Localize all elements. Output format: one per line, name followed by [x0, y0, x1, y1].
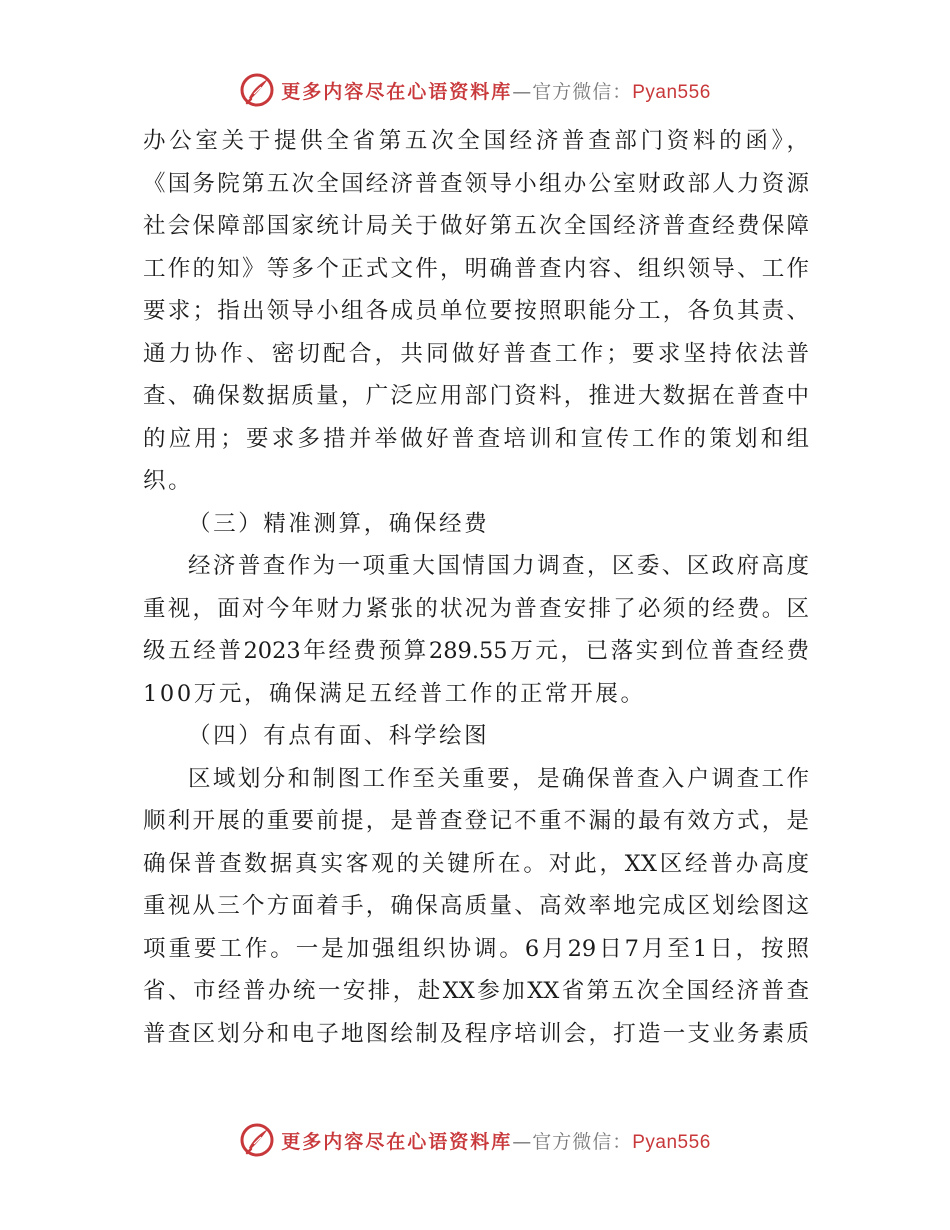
- document-body: [143, 120, 809, 1055]
- body-line: 顺利开展的重要前提，是普查登记不重不漏的最有效方式，是: [143, 808, 809, 834]
- feather-pen-logo-icon: [239, 1122, 275, 1158]
- body-line: 普查区划分和电子地图绘制及程序培训会，打造一支业务素质: [143, 1020, 809, 1047]
- banner-wechat-id: Pyan556: [632, 81, 711, 103]
- banner-brand: 更多内容尽在心语资料库: [281, 1130, 513, 1153]
- body-line: 办公室关于提供全省第五次全国经济普查部门资料的函》，: [143, 128, 809, 154]
- body-line: 项重要工作。一是加强组织协调。6月29日7月至1日，按照: [143, 935, 809, 962]
- section-heading-3: （三）精准测算，确保经费: [188, 510, 490, 537]
- paragraph-first-line: 经济普查作为一项重大国情国力调查，区委、区政府高度: [188, 553, 809, 579]
- banner-text: [281, 1127, 711, 1154]
- body-line: 工作的知》等多个正式文件，明确普查内容、组织领导、工作: [143, 255, 809, 282]
- body-line: 《国务院第五次全国经济普查领导小组办公室财政部人力资源: [143, 170, 809, 197]
- body-line: 100万元，确保满足五经普工作的正常开展。: [143, 680, 646, 707]
- banner-wechat-label: 官方微信：: [532, 1130, 633, 1153]
- body-line: 织。: [143, 468, 194, 494]
- body-line: 通力协作、密切配合，共同做好普查工作；要求坚持依法普: [143, 340, 809, 367]
- body-line: 级五经普2023年经费预算289.55万元，已落实到位普查经费: [143, 638, 809, 664]
- body-line: 重视，面对今年财力紧张的状况为普查安排了必须的经费。区: [143, 595, 809, 622]
- body-line: 省、市经普办统一安排，赴XX参加XX省第五次全国经济普查: [143, 978, 809, 1004]
- banner-separator: —: [512, 80, 533, 103]
- paragraph-first-line: 区域划分和制图工作至关重要，是确保普查入户调查工作: [188, 765, 809, 792]
- footer-watermark-banner: [0, 1120, 950, 1160]
- body-line: 社会保障部国家统计局关于做好第五次全国经济普查经费保障: [143, 213, 809, 239]
- body-line: 确保普查数据真实客观的关键所在。对此，XX区经普办高度: [143, 850, 809, 877]
- banner-wechat-label: 官方微信：: [532, 80, 633, 103]
- banner-text: [281, 77, 711, 104]
- body-line: 要求；指出领导小组各成员单位要按照职能分工，各负其责、: [143, 298, 809, 324]
- banner-wechat-id: Pyan556: [632, 1131, 711, 1153]
- banner-brand: 更多内容尽在心语资料库: [281, 80, 513, 103]
- section-heading-4: （四）有点有面、科学绘图: [188, 723, 490, 749]
- body-line: 查、确保数据质量，广泛应用部门资料，推进大数据在普查中: [143, 383, 809, 409]
- body-line: 重视从三个方面着手，确保高质量、高效率地完成区划绘图这: [143, 893, 809, 919]
- banner-separator: —: [512, 1130, 533, 1153]
- header-watermark-banner: [0, 70, 950, 110]
- feather-pen-logo-icon: [239, 72, 275, 108]
- body-line: 的应用；要求多措并举做好普查培训和宣传工作的策划和组: [143, 425, 809, 452]
